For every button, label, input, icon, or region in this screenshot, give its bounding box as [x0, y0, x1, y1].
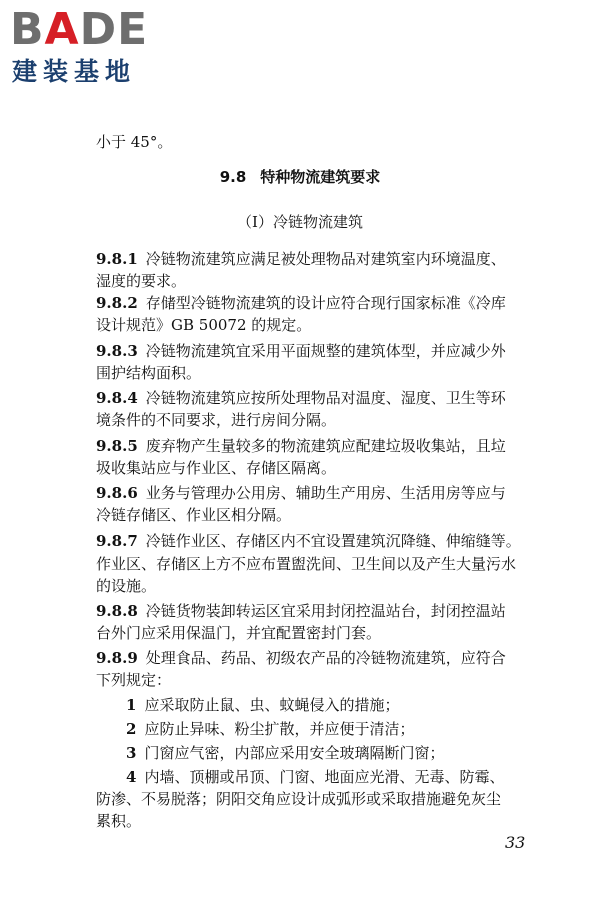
item-number: 2: [126, 720, 137, 738]
clause-number: 9.8.8: [96, 602, 138, 620]
bade-logo: [10, 6, 180, 86]
clause-line: 9.8.9 处理食品、药品、初级农产品的冷链物流建筑，应符合: [96, 649, 506, 667]
list-item: 2 应防止异味、粉尘扩散，并应便于清洁；: [126, 720, 415, 738]
clause-line: 的设施。: [96, 577, 157, 595]
clause-line: 湿度的要求。: [96, 272, 187, 290]
item-number: 3: [126, 744, 137, 762]
clause-line: 圾收集站应与作业区、存储区隔离。: [96, 459, 337, 477]
clause-line: 境条件的不同要求，进行房间分隔。: [96, 411, 337, 429]
logo-wordmark: BADE: [10, 4, 149, 55]
list-item: 3 门窗应气密，内部应采用安全玻璃隔断门窗；: [126, 744, 445, 762]
section-title: 特种物流建筑要求: [260, 168, 381, 186]
clause-line: 设计规范》GB 50072 的规定。: [96, 316, 312, 334]
clause-line: 9.8.1 冷链物流建筑应满足被处理物品对建筑室内环境温度、: [96, 250, 506, 268]
clause-line: 9.8.4 冷链物流建筑应按所处理物品对温度、湿度、卫生等环: [96, 389, 506, 407]
section-heading: [0, 166, 600, 188]
clause-line: 9.8.2 存储型冷链物流建筑的设计应符合现行国家标准《冷库: [96, 294, 506, 312]
clause-line: 9.8.8 冷链货物装卸转运区宜采用封闭控温站台，封闭控温站: [96, 602, 506, 620]
clause-line: 9.8.7 冷链作业区、存储区内不宜设置建筑沉降缝、伸缩缝等。: [96, 532, 521, 550]
clause-number: 9.8.1: [96, 250, 138, 268]
clause-line: 冷链存储区、作业区相分隔。: [96, 506, 292, 524]
clause-number: 9.8.2: [96, 294, 138, 312]
subsection-heading: （Ⅰ）冷链物流建筑: [237, 213, 363, 231]
logo-chinese-name: 建装基地: [12, 57, 137, 86]
clause-line: 9.8.5 废弃物产生量较多的物流建筑应配建垃圾收集站，且垃: [96, 437, 506, 455]
clause-number: 9.8.7: [96, 532, 138, 550]
clause-number: 9.8.9: [96, 649, 138, 667]
clause-line: 9.8.6 业务与管理办公用房、辅助生产用房、生活用房等应与: [96, 484, 506, 502]
continuation-text: 小于 45°。: [96, 133, 173, 151]
clause-line: 下列规定：: [96, 671, 172, 689]
list-item: 1 应采取防止鼠、虫、蚊蝇侵入的措施；: [126, 696, 400, 714]
list-item-line: 防渗、不易脱落；阴阳交角应设计成弧形或采取措施避免灰尘: [96, 790, 502, 808]
item-number: 4: [126, 768, 137, 786]
clause-number: 9.8.5: [96, 437, 138, 455]
clause-number: 9.8.4: [96, 389, 138, 407]
clause-line: 作业区、存储区上方不应布置盥洗间、卫生间以及产生大量污水: [96, 555, 517, 573]
section-number: 9.8: [219, 168, 247, 186]
clause-number: 9.8.6: [96, 484, 138, 502]
list-item: 4 内墙、顶棚或吊顶、门窗、地面应光滑、无毒、防霉、: [126, 768, 505, 786]
item-number: 1: [126, 696, 137, 714]
clause-number: 9.8.3: [96, 342, 138, 360]
clause-line: 9.8.3 冷链物流建筑宜采用平面规整的建筑体型，并应减少外: [96, 342, 506, 360]
clause-line: 台外门应采用保温门，并宜配置密封门套。: [96, 624, 382, 642]
page-number: 33: [505, 833, 526, 852]
clause-line: 围护结构面积。: [96, 364, 202, 382]
list-item-line: 累积。: [96, 812, 142, 830]
